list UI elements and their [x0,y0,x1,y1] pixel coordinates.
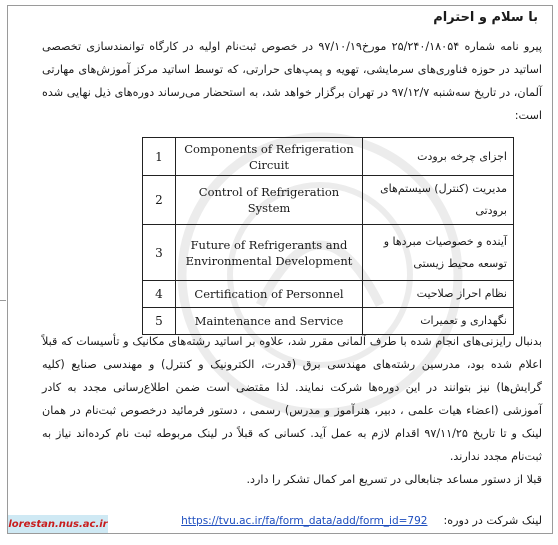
course-row [143,176,514,225]
course-number: 3 [143,225,176,281]
courses-table [142,137,514,335]
course-title-en: Certification of Personnel [176,281,363,308]
course-title-fa: نگهداری و تعمیرات [363,308,514,335]
body-paragraph [42,330,542,491]
course-number: 4 [143,281,176,308]
course-row [143,281,514,308]
link-label: لینک شرکت در دوره: [443,514,542,527]
course-number: 5 [143,308,176,335]
course-row [143,225,514,281]
course-title-en: Control of Refrigeration System [176,176,363,225]
course-row [143,138,514,176]
course-number: 1 [143,138,176,176]
course-title-en: Future of Refrigerants and Environmental Development [176,225,363,281]
course-number: 2 [143,176,176,225]
body-text: بدنبال رایزنی‌های انجام شده با طرف آلمانی مقرر شد، علاوه بر اساتید رشته‌های مکانیک و تأسیسات که قبلاً اعلام شده بود، مدرسین رشته‌های مهندسی برق (قدرت، الکترونیک و کنترل) و مهندسی صنایع (کلیه گرایش‌ها) نیز بتوانند در این دوره‌ها شرکت نمایند. لذا مقتضی است ضمن اطلاع‌رسانی مجدد به کادر آموزشی (اعضاء هیات علمی ، دبیر، هنرآموز و مدرس) رسمی ، دستور فرمائید درخصوص ثبت‌نام در همان لینک و تا تاریخ ۹۷/۱۱/۲۵ اقدام لازم به عمل آید. کسانی که قبلاً در لینک مربوطه ثبت نام کرده‌اند نیاز به ثبت‌نام مجدد ندارند. [42,335,542,463]
course-title-fa: مدیریت (کنترل) سیستم‌های برودتی [363,176,514,225]
course-title-fa: نظام احراز صلاحیت [363,281,514,308]
intro-paragraph: پیرو نامه شماره ۲۵/۲۴۰/۱۸۰۵۴ مورخ۹۷/۱۰/۱۹ در خصوص ثبت‌نام اولیه در کارگاه توانمندسازی تخصصی اساتید در حوزه فناوری‌های سرمایشی، تهویه و پمپ‌های حرارتی، که توسط اساتید مرکز آموزش‌های مهارتی آلمان، در تاریخ سه‌شنبه ۹۷/۱۲/۷ در تهران برگزار خواهد شد، به استحضار می‌رساند دوره‌های ذیل نهایی شده است: [42,40,543,122]
registration-link[interactable]: https://tvu.ac.ir/fa/form_data/add/form_id=792 [181,514,428,527]
greeting: با سلام و احترام [433,10,538,25]
course-title-en: Maintenance and Service [176,308,363,335]
page-edge-mark [0,300,6,301]
course-title-fa: اجزای چرخه برودت [363,138,514,176]
site-badge: lorestan.nus.ac.ir [8,515,108,533]
course-title-fa: آینده و خصوصیات مبردها و توسعه محیط زیستی [363,225,514,281]
closing-text: قبلا از دستور مساعد جنابعالی در تسریع امر کمال تشکر را دارد. [246,473,542,486]
course-title-en: Components of Refrigeration Circuit [176,138,363,176]
registration-link-row [122,514,542,527]
